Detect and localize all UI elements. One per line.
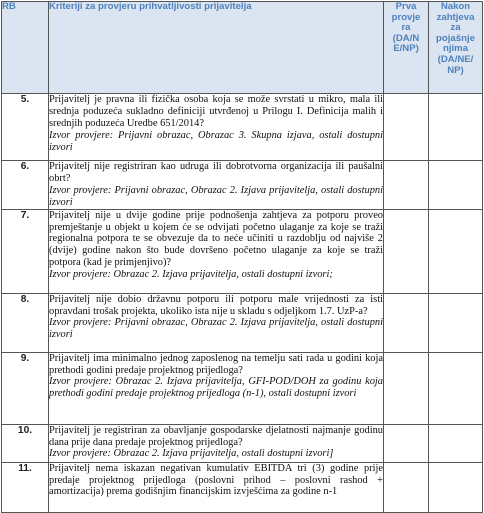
table-row — [2, 94, 483, 161]
source-text: Izvor provjere: Obrazac 2. Izjava prijavitelja, GFI-POD/DOH za godinu koja prethodi godini predaje projektnog prijedloga (n-1), ostali dostupni izvori — [49, 376, 383, 400]
header-first-check-line: E/NP) — [393, 43, 419, 55]
criterion-text: Prijavitelj nije dobio državnu potporu ili potporu male vrijednosti za isti opravdani trošak projekta, ukoliko ista nije u skladu s odjeljkom 1.7. UzP-a? — [49, 293, 383, 317]
header-first-check-line: (DA/N — [392, 32, 420, 44]
header-after-line: pojašnje — [436, 32, 475, 44]
table-row — [2, 424, 483, 462]
criterion-text: Prijavitelj nema iskazan negativan kumulativ EBITDA tri (3) godine prije predaje projektnog prijedloga (poslovni prihod – poslovni rashod + amortizacija) prema godišnjim financijskim izvješćima za godine n-1 — [49, 462, 383, 498]
table-row — [2, 462, 483, 512]
criterion-cell — [49, 424, 384, 462]
row-number: 5. — [2, 94, 49, 161]
first-check-cell[interactable] — [384, 462, 429, 512]
header-after-line: za — [450, 22, 461, 34]
criterion-cell — [49, 161, 384, 210]
header-rb: RB — [2, 2, 49, 94]
header-first-check — [384, 2, 429, 94]
header-after-line: njima — [442, 43, 469, 55]
criterion-text: Prijavitelj je pravna ili fizička osoba koja se može svrstati u mikro, mala ili srednja poduzeća sukladno definiciji utvrđenoj u Prilogu I. Definicija malih i srednjih poduzeća Uredbe 651/2014? — [49, 94, 383, 129]
first-check-cell[interactable] — [384, 209, 429, 293]
first-check-cell[interactable] — [384, 161, 429, 210]
criterion-cell — [49, 209, 384, 293]
source-text: Izvor provjere: Obrazac 2. Izjava prijavitelja, ostali dostupni izvori] — [49, 448, 334, 460]
row-number: 9. — [2, 352, 49, 424]
after-supplement-cell[interactable] — [429, 352, 483, 424]
criterion-text: Prijavitelj je registriran za obavljanje gospodarske djelatnosti najmanje godinu dana prije dana predaje projektnog prijedloga? — [49, 424, 383, 448]
criterion-cell — [49, 462, 384, 512]
criterion-text: Prijavitelj nije u dvije godine prije podnošenja zahtjeva za potporu proveo premještanje u objekt u kojem će se odvijati početno ulaganje za koje se traži regionalna potpora te se obvezuje da to neće učiniti u razdoblju od najviše 2 (dvije) godine nakon što bude dovršeno početno ulaganje za koje se traži potpora (kad je primjenjivo)? — [49, 209, 383, 269]
first-check-cell[interactable] — [384, 293, 429, 352]
source-text: Izvor provjere: Prijavni obrazac, Obrazac 2. Izjava prijavitelja, ostali dostupni izvori — [49, 184, 383, 208]
row-number: 10. — [2, 424, 49, 462]
criterion-text: Prijavitelj ima minimalno jednog zaposlenog na temelju sati rada u godini koja prethodi godini predaje projektnog prijedloga? — [49, 352, 383, 376]
first-check-cell[interactable] — [384, 352, 429, 424]
header-after-line: (DA/NE/ — [437, 53, 474, 65]
header-first-check-line: provje — [391, 11, 421, 23]
table-header-row — [2, 2, 483, 94]
header-after-line: NP) — [447, 64, 464, 76]
after-supplement-cell[interactable] — [429, 462, 483, 512]
source-text: Izvor provjere: Obrazac 2. Izjava prijavitelja, ostali dostupni izvori; — [49, 269, 333, 281]
after-supplement-cell[interactable] — [429, 424, 483, 462]
first-check-cell[interactable] — [384, 424, 429, 462]
after-supplement-cell[interactable] — [429, 293, 483, 352]
table-row — [2, 161, 483, 210]
table-row — [2, 209, 483, 293]
header-first-check-line: ra — [401, 22, 411, 34]
row-number: 7. — [2, 209, 49, 293]
table-row — [2, 352, 483, 424]
after-supplement-cell[interactable] — [429, 161, 483, 210]
source-text: Izvor provjere: Prijavni obrazac, Obrazac 3. Skupna izjava, ostali dostupni izvori — [49, 129, 383, 153]
header-after-supplement — [429, 2, 483, 94]
header-criteria: Kriteriji za provjeru prihvatljivosti prijavitelja — [49, 2, 384, 94]
criteria-table — [1, 1, 483, 513]
header-first-check-line: Prva — [395, 1, 417, 12]
criterion-text: Prijavitelj nije registriran kao udruga ili dobrotvorna organizacija ili paušalni obrt? — [49, 161, 383, 184]
criterion-cell — [49, 94, 384, 161]
header-after-line: zahtjeva — [436, 11, 475, 23]
row-number: 11. — [2, 462, 49, 512]
row-number: 6. — [2, 161, 49, 210]
criterion-cell — [49, 293, 384, 352]
criterion-cell — [49, 352, 384, 424]
source-text: Izvor provjere: Prijavni obrazac, Obrazac 2. Izjava prijavitelja, ostali dostupni izvori — [49, 317, 383, 341]
row-number: 8. — [2, 293, 49, 352]
header-after-line: Nakon — [440, 1, 471, 12]
first-check-cell[interactable] — [384, 94, 429, 161]
after-supplement-cell[interactable] — [429, 209, 483, 293]
table-row — [2, 293, 483, 352]
after-supplement-cell[interactable] — [429, 94, 483, 161]
